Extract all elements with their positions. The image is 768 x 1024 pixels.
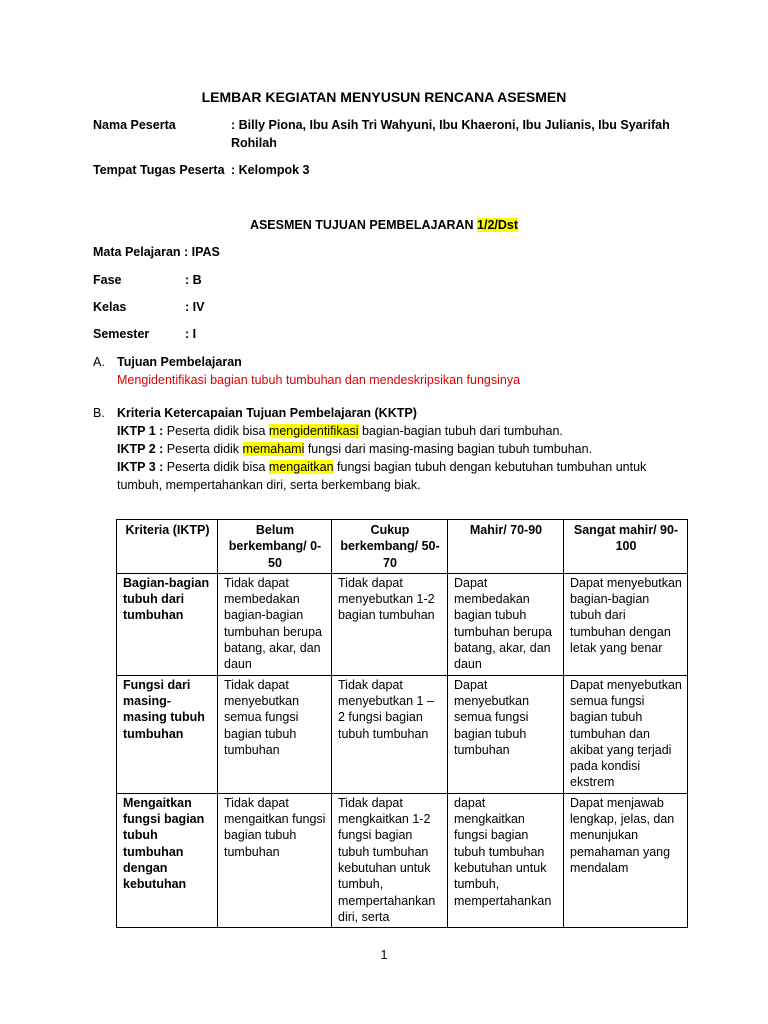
iktp-2-highlight: memahami (242, 442, 305, 456)
mata-pelajaran: Mata Pelajaran : IPAS (93, 245, 220, 259)
section-a-heading: Tujuan Pembelajaran (117, 355, 242, 369)
iktp-1-post: bagian-bagian tubuh dari tumbuhan. (358, 424, 563, 438)
row2-belum: Tidak dapat menyebutkan semua fungsi bagian tubuh tumbuhan (218, 675, 332, 793)
row2-cukup: Tidak dapat menyebutkan 1 – 2 fungsi bagian tubuh tumbuhan (332, 675, 448, 793)
iktp-1-pre: Peserta didik bisa (163, 424, 269, 438)
iktp-1 (117, 424, 563, 438)
iktp-3-line2: tumbuh, mempertahankan diri, serta berkembang biak. (117, 478, 421, 492)
page-number: 1 (380, 948, 388, 962)
row2-sangat-mahir: Dapat menyebutkan semua fungsi bagian tubuh tumbuhan dan akibat yang terjadi pada kondisi ekstrem (564, 675, 688, 793)
nama-peserta-value-line2: Rohilah (231, 136, 277, 150)
row3-mahir: dapat mengkaitkan fungsi bagian tubuh tumbuhan kebutuhan untuk tumbuh, mempertahankan (448, 793, 564, 927)
fase-value: : B (185, 273, 202, 287)
tempat-tugas-label: Tempat Tugas Peserta (93, 163, 225, 177)
iktp-1-label: IKTP 1 : (117, 424, 164, 438)
header-kriteria: Kriteria (IKTP) (117, 520, 218, 574)
kelas-value: : IV (185, 300, 205, 314)
header-cukup-berkembang: Cukup berkembang/ 50-70 (332, 520, 448, 574)
section-b-marker: B. (93, 406, 105, 420)
header-belum-berkembang: Belum berkembang/ 0-50 (218, 520, 332, 574)
iktp-2 (117, 442, 592, 456)
section-subtitle (0, 218, 768, 232)
iktp-3-highlight: mengaitkan (268, 460, 334, 474)
section-a-marker: A. (93, 355, 105, 369)
semester-label: Semester (93, 327, 150, 341)
iktp-3-label: IKTP 3 : (117, 460, 164, 474)
iktp-1-highlight: mengidentifikasi (268, 424, 359, 438)
row3-sangat-mahir: Dapat menjawab lengkap, jelas, dan menunjukan pemahaman yang mendalam (564, 793, 688, 927)
iktp-2-pre: Peserta didik (163, 442, 243, 456)
row1-belum: Tidak dapat membedakan bagian-bagian tumbuhan berupa batang, akar, dan daun (218, 573, 332, 675)
table-row (117, 675, 688, 793)
iktp-3-pre: Peserta didik bisa (163, 460, 269, 474)
nama-peserta-label: Nama Peserta (93, 118, 176, 132)
row1-cukup: Tidak dapat menyebutkan 1-2 bagian tumbuhan (332, 573, 448, 675)
rubric-table (116, 519, 688, 928)
table-row (117, 793, 688, 927)
iktp-3-post: fungsi bagian tubuh dengan kebutuhan tumbuhan untuk (333, 460, 647, 474)
kelas-label: Kelas (93, 300, 127, 314)
table-header-row (117, 520, 688, 574)
iktp-2-post: fungsi dari masing-masing bagian tubuh tumbuhan. (304, 442, 593, 456)
row1-mahir: Dapat membedakan bagian tubuh tumbuhan berupa batang, akar, dan daun (448, 573, 564, 675)
subtitle-text: ASESMEN TUJUAN PEMBELAJARAN (249, 218, 478, 232)
semester-value: : I (185, 327, 197, 341)
row1-sangat-mahir: Dapat menyebutkan bagian-bagian tubuh dari tumbuhan dengan letak yang benar (564, 573, 688, 675)
row3-belum: Tidak dapat mengaitkan fungsi bagian tubuh tumbuhan (218, 793, 332, 927)
row3-kriteria: Mengaitkan fungsi bagian tubuh tumbuhan dengan kebutuhan (117, 793, 218, 927)
tempat-tugas-value: : Kelompok 3 (231, 163, 310, 177)
nama-peserta-value-line1: : Billy Piona, Ibu Asih Tri Wahyuni, Ibu Khaeroni, Ibu Julianis, Ibu Syarifah (231, 118, 670, 132)
fase-label: Fase (93, 273, 122, 287)
section-b-heading: Kriteria Ketercapaian Tujuan Pembelajaran (KKTP) (117, 406, 417, 420)
section-a-text: Mengidentifikasi bagian tubuh tumbuhan dan mendeskripsikan fungsinya (117, 373, 521, 387)
iktp-2-label: IKTP 2 : (117, 442, 164, 456)
subtitle-highlight: 1/2/Dst (477, 218, 519, 232)
header-sangat-mahir: Sangat mahir/ 90-100 (564, 520, 688, 574)
row2-mahir: Dapat menyebutkan semua fungsi bagian tubuh tumbuhan (448, 675, 564, 793)
row2-kriteria: Fungsi dari masing- masing tubuh tumbuhan (117, 675, 218, 793)
iktp-3 (117, 460, 646, 474)
table-row (117, 573, 688, 675)
row1-kriteria: Bagian-bagian tubuh dari tumbuhan (117, 573, 218, 675)
row3-cukup: Tidak dapat mengkaitkan 1-2 fungsi bagian tubuh tumbuhan kebutuhan untuk tumbuh, mempertahankan diri, serta (332, 793, 448, 927)
document-title: LEMBAR KEGIATAN MENYUSUN RENCANA ASESMEN (201, 89, 567, 105)
header-mahir: Mahir/ 70-90 (448, 520, 564, 574)
